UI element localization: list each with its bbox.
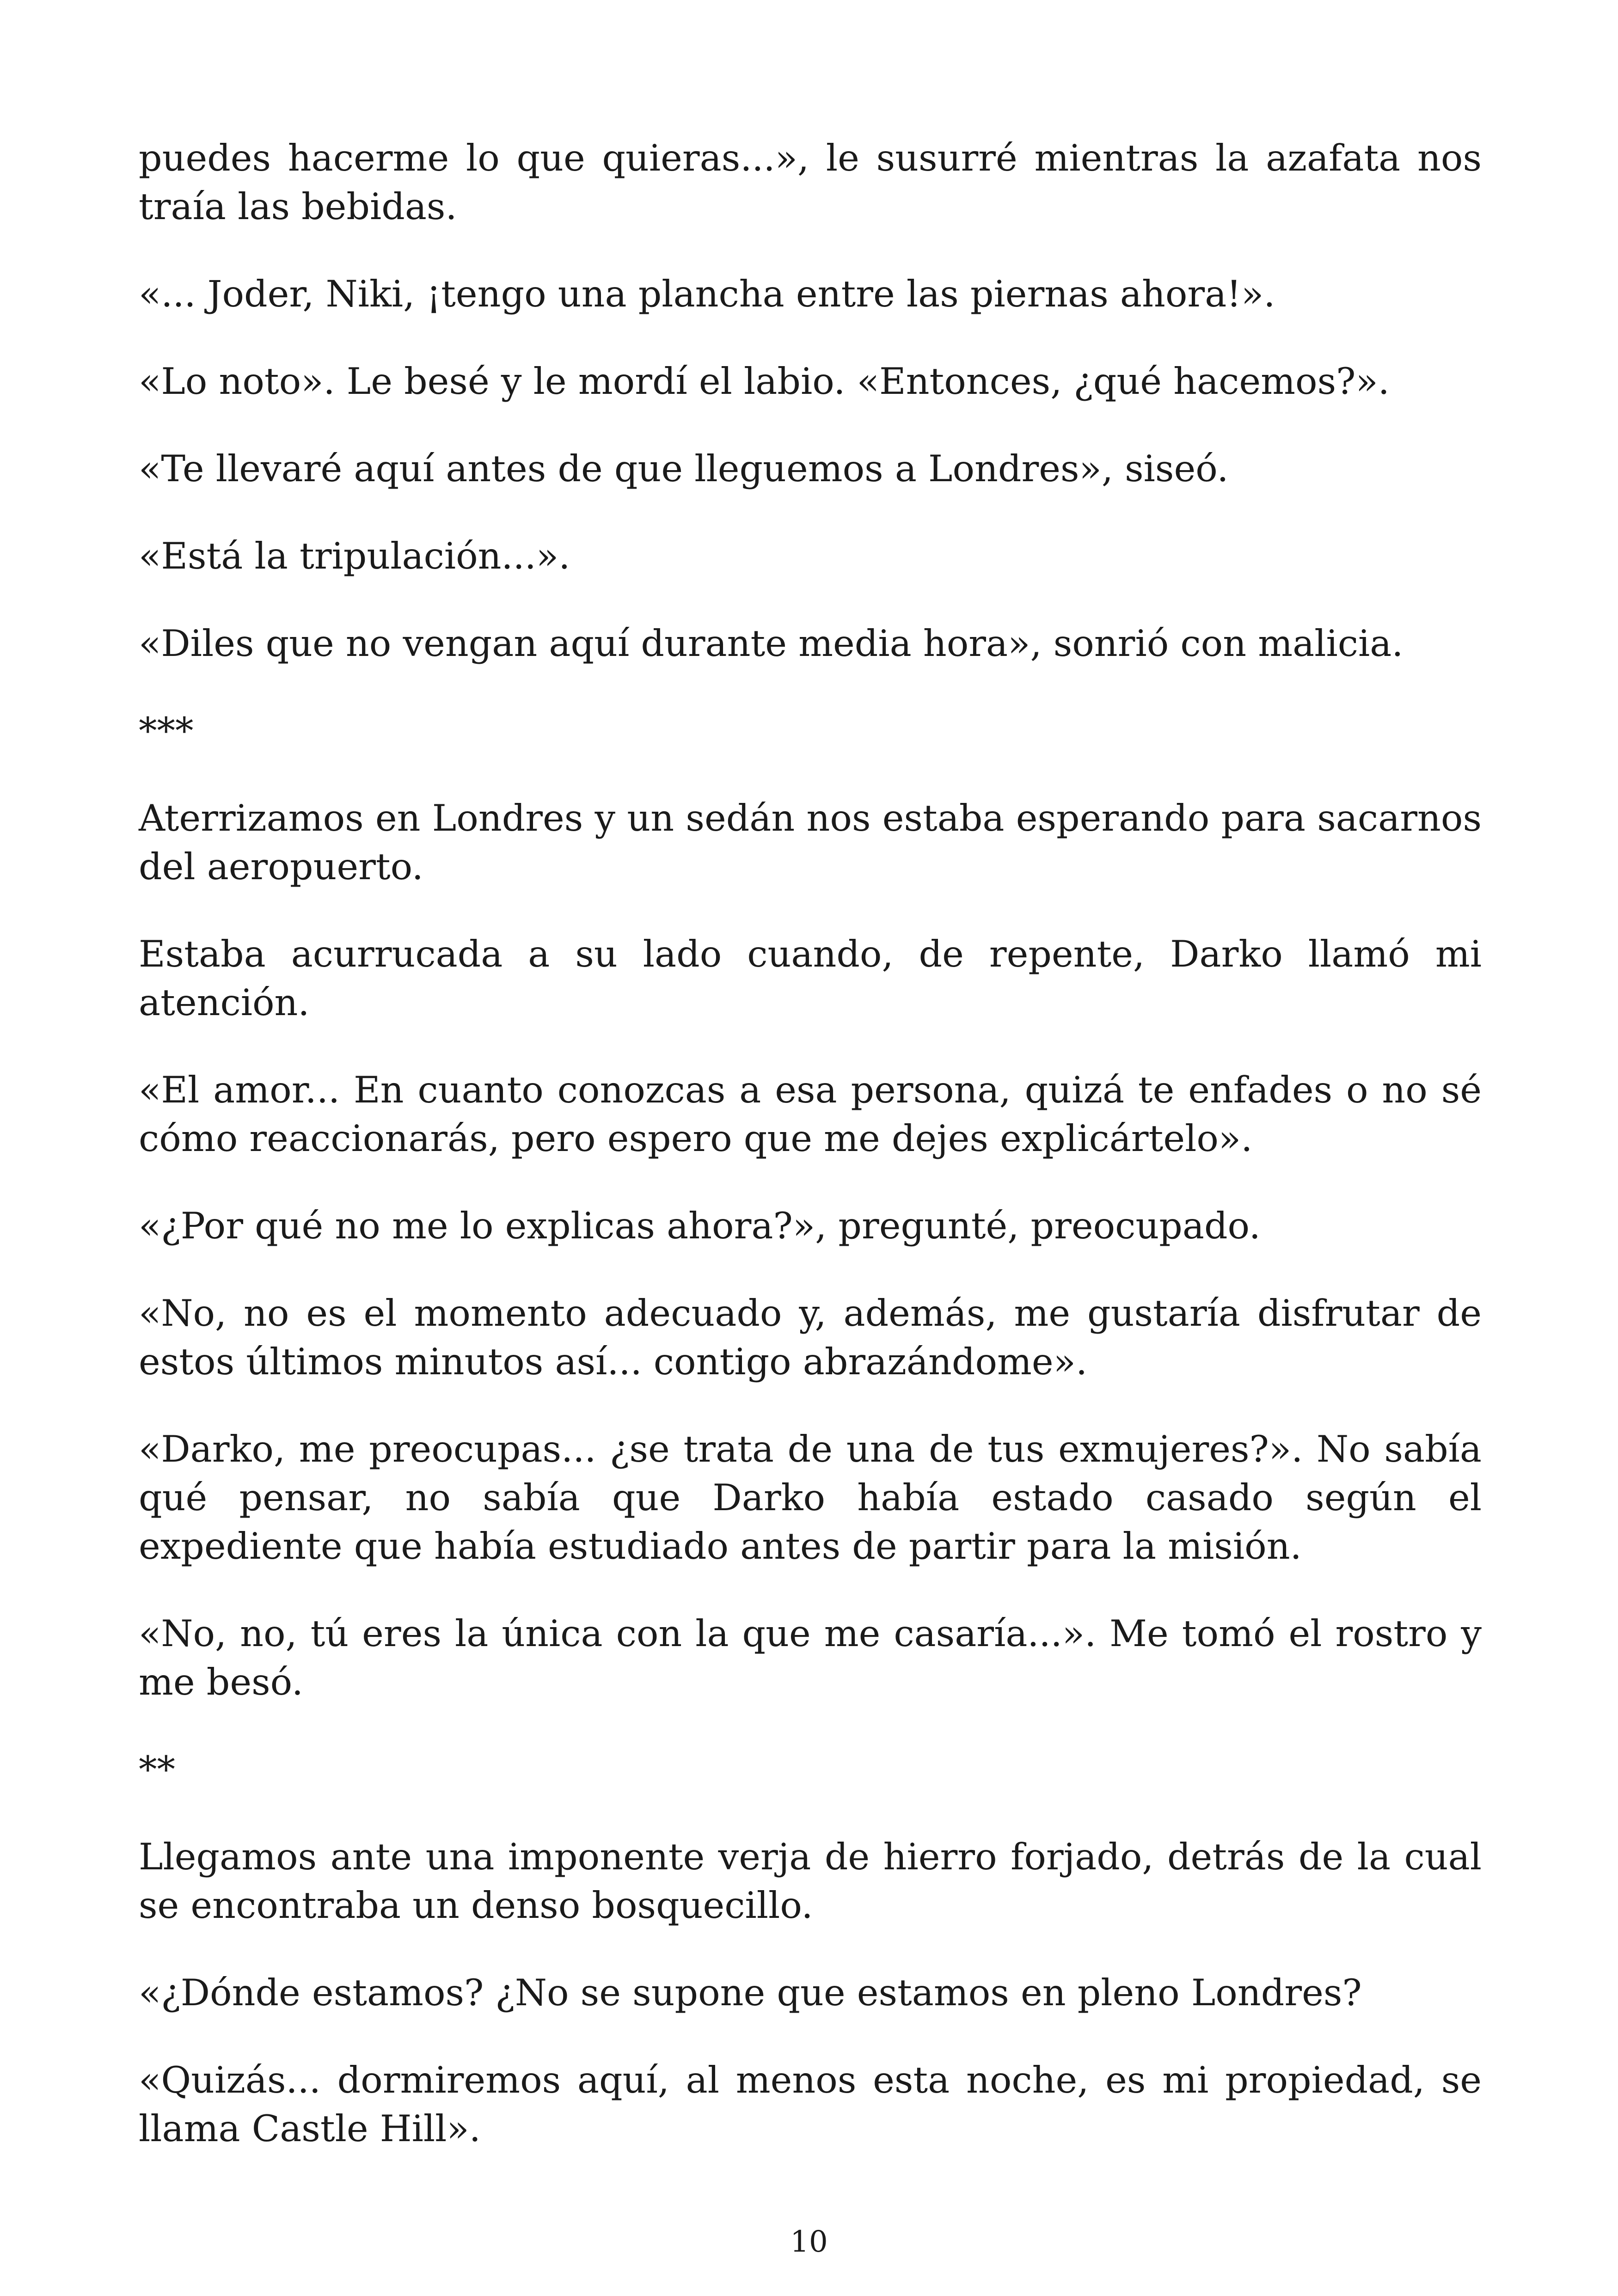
paragraph: «No, no es el momento adecuado y, además, me gustaría disfrutar de estos últimos minutos así... contigo abrazándome». bbox=[139, 1292, 1482, 1383]
paragraph: «... Joder, Niki, ¡tengo una plancha entre las piernas ahora!». bbox=[139, 273, 1275, 315]
section-break: *** bbox=[139, 710, 194, 752]
paragraph: «¿Dónde estamos? ¿No se supone que estamos en pleno Londres? bbox=[139, 1971, 1362, 2014]
paragraph: «Está la tripulación...». bbox=[139, 535, 570, 577]
paragraph: «Te llevaré aquí antes de que lleguemos a Londres», siseó. bbox=[139, 447, 1229, 490]
page-text-body bbox=[139, 134, 1482, 2192]
paragraph: Estaba acurrucada a su lado cuando, de repente, Darko llamó mi atención. bbox=[139, 933, 1482, 1024]
paragraph: Aterrizamos en Londres y un sedán nos estaba esperando para sacarnos del aeropuerto. bbox=[139, 797, 1482, 888]
paragraph: puedes hacerme lo que quieras...», le susurré mientras la azafata nos traía las bebidas. bbox=[139, 137, 1482, 228]
paragraph: Llegamos ante una imponente verja de hierro forjado, detrás de la cual se encontraba un denso bosquecillo. bbox=[139, 1836, 1482, 1927]
paragraph: «¿Por qué no me lo explicas ahora?», pregunté, preocupado. bbox=[139, 1205, 1261, 1247]
section-break: ** bbox=[139, 1748, 175, 1791]
page-number: 10 bbox=[790, 2225, 828, 2259]
paragraph: «Darko, me preocupas... ¿se trata de una de tus exmujeres?». No sabía qué pensar, no sabía que Darko había estado casado según el expediente que había estudiado antes de partir para la misión. bbox=[139, 1428, 1482, 1567]
paragraph: «Quizás... dormiremos aquí, al menos esta noche, es mi propiedad, se llama Castle Hill». bbox=[139, 2059, 1482, 2150]
paragraph: «El amor... En cuanto conozcas a esa persona, quizá te enfades o no sé cómo reaccionarás, pero espero que me dejes explicártelo». bbox=[139, 1069, 1482, 1160]
paragraph: «No, no, tú eres la única con la que me casaría...». Me tomó el rostro y me besó. bbox=[139, 1612, 1482, 1703]
paragraph: «Diles que no vengan aquí durante media hora», sonrió con malicia. bbox=[139, 622, 1403, 665]
paragraph: «Lo noto». Le besé y le mordí el labio. «Entonces, ¿qué hacemos?». bbox=[139, 360, 1390, 403]
